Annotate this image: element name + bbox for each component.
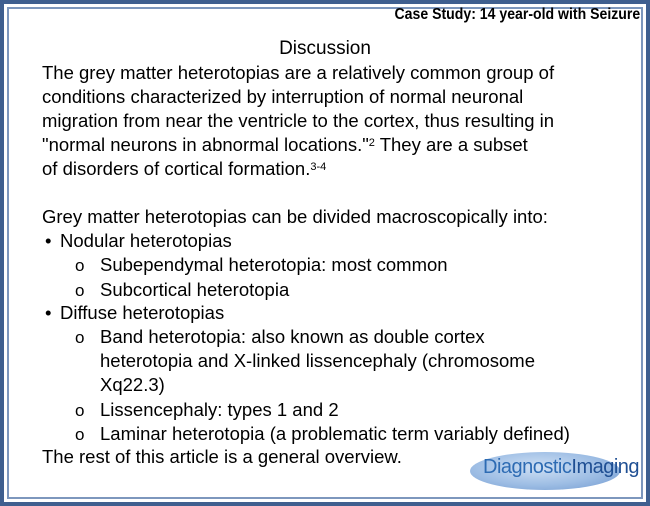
- closing-sentence: The rest of this article is a general overview.: [42, 446, 402, 467]
- sub-bullet-icon: o: [75, 256, 85, 275]
- paragraph-line: migration from near the ventricle to the cortex, thus resulting in: [42, 110, 555, 131]
- paragraph-line: [42, 133, 642, 157]
- sub-item-laminar: [75, 422, 570, 447]
- paragraph-line: The grey matter heterotopias are a relatively common group of: [42, 62, 555, 83]
- sub-bullet-icon: o: [75, 425, 85, 444]
- sub-item-text: Subependymal heterotopia: most common: [100, 254, 448, 275]
- sub-bullet-icon: o: [75, 401, 85, 420]
- logo-part-1: Diagnostic: [483, 456, 572, 478]
- sub-item-lissencephaly: [75, 398, 339, 423]
- sub-item-text: Lissencephaly: types 1 and 2: [100, 399, 339, 420]
- logo-part-2: Imaging: [571, 456, 640, 478]
- sub-bullet-icon: o: [75, 328, 85, 347]
- quote-text: "normal neurons in abnormal locations.": [42, 134, 369, 155]
- bullet-icon: •: [45, 302, 52, 323]
- bullet-icon: •: [45, 230, 52, 251]
- sub-item-text: Laminar heterotopia (a problematic term variably defined): [100, 423, 570, 444]
- citation-superscript: 3-4: [310, 161, 327, 173]
- discussion-paragraph: [42, 61, 642, 181]
- sub-item-text: [100, 325, 535, 397]
- paragraph-line: conditions characterized by interruption of normal neuronal: [42, 86, 524, 107]
- bullet-item-diffuse: [45, 301, 224, 325]
- citation-superscript: 2: [368, 137, 375, 149]
- sub-item-line: Band heterotopia: also known as double cortex: [100, 326, 485, 347]
- sub-item-subependymal: [75, 253, 448, 278]
- logo-wordmark: [483, 456, 639, 479]
- bullet-label: Nodular heterotopias: [60, 230, 232, 251]
- paragraph-line: [42, 157, 642, 181]
- sub-item-band: [75, 325, 535, 397]
- paragraph-text: of disorders of cortical formation.: [42, 158, 311, 179]
- discussion-heading: Discussion: [279, 38, 371, 59]
- diagnostic-imaging-logo: [470, 448, 640, 494]
- sub-item-line: Xq22.3): [100, 374, 165, 395]
- sub-bullet-icon: o: [75, 281, 85, 300]
- paragraph-tail: They are a subset: [374, 134, 528, 155]
- classification-intro: Grey matter heterotopias can be divided macroscopically into:: [42, 206, 548, 227]
- bullet-label: Diffuse heterotopias: [60, 302, 225, 323]
- bullet-item-nodular: [45, 229, 232, 253]
- sub-item-line: heterotopia and X-linked lissencephaly (chromosome: [100, 350, 535, 371]
- sub-item-text: Subcortical heterotopia: [100, 279, 290, 300]
- case-study-title: Case Study: 14 year-old with Seizure: [394, 6, 640, 23]
- sub-item-subcortical: [75, 278, 289, 303]
